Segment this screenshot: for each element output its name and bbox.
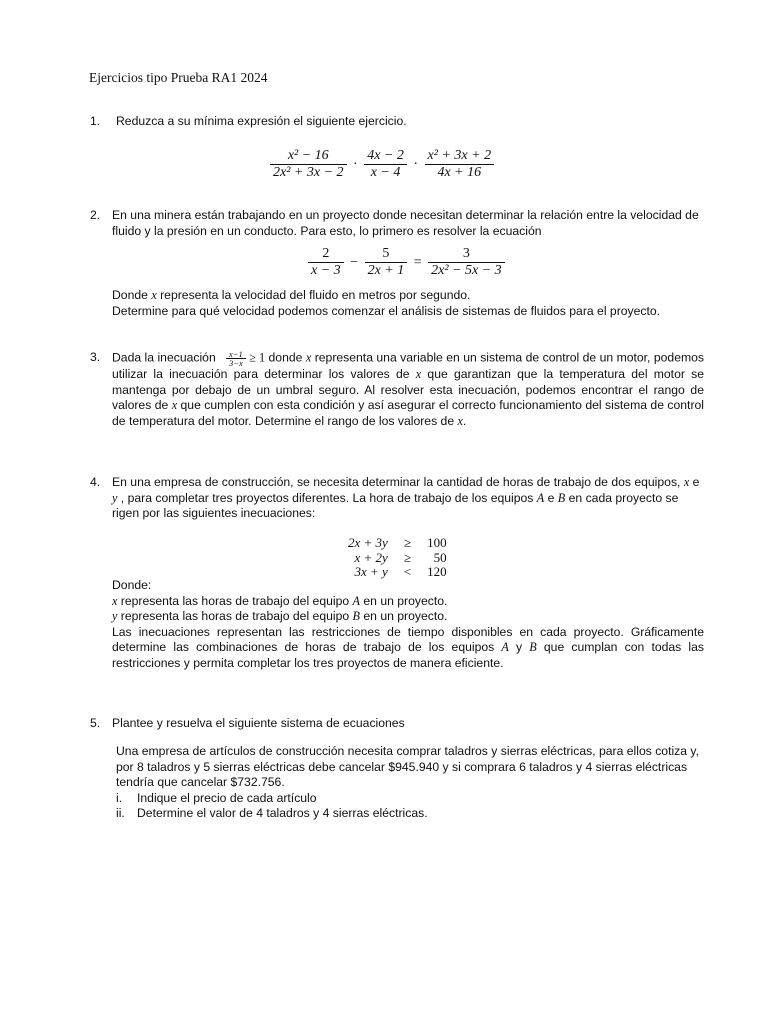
fraction: $\frac{2}{x - 3}$	[308, 246, 344, 279]
donde-label: Donde:	[112, 578, 152, 592]
question-5-body	[116, 744, 704, 822]
system-row	[340, 536, 455, 551]
question-4-instruction: Las inecuaciones representan las restricciones de tiempo disponibles en cada proyecto. Gráficamente determine las combinaciones de horas de trabajo de los equipos A y B que cumplan con todas las restricciones y permita completar los tres proyectos de manera eficiente.	[112, 624, 704, 670]
system-rel: ≥	[404, 535, 412, 550]
sub-question	[116, 791, 704, 807]
question-4-notes	[112, 578, 704, 672]
system-rhs: 100	[427, 535, 447, 550]
sub-question-list	[116, 791, 704, 822]
system-rhs: 120	[427, 564, 447, 579]
question-number: 1.	[90, 114, 101, 128]
fraction: $\frac{4x - 2}{x - 4}$	[364, 148, 407, 181]
definition-x: x representa las horas de trabajo del equipo A en un proyecto.	[112, 593, 448, 608]
inline-fraction: $\frac{x-1}{3-x}$	[226, 350, 246, 367]
dot-operator: ·	[353, 156, 358, 172]
equals-sign: =	[413, 254, 422, 270]
problem-paragraph: Una empresa de artículos de construcción necesita comprar taladros y sierras eléctricas, para ellos cotiza y, por 8 taladros y 5 sierras eléctricas debe cancelar $945.940 y si comprara 6 taladros y 4 sierras eléctricas tendría que cancelar $732.756.	[116, 744, 699, 790]
question-number: 5.	[90, 716, 101, 730]
fraction: $\frac{\text{x² + 3x + 2}}{4x + 16}$	[425, 148, 495, 181]
system-lhs: 3x + y	[354, 564, 388, 579]
question-number: 3.	[90, 350, 101, 364]
note-line: Determine para qué velocidad podemos comenzar el análisis de sistemas de fluidos para el proyecto.	[112, 303, 661, 318]
system-rel: <	[403, 564, 412, 579]
system-table	[340, 536, 455, 580]
equation-q2	[308, 246, 505, 279]
inequality-system	[340, 536, 455, 580]
system-rhs: 50	[433, 549, 447, 565]
question-text: Plantee y resuelva el siguiente sistema de ecuaciones	[112, 716, 405, 730]
system-rel: ≥	[404, 549, 412, 565]
system-lhs: x + 2y	[354, 549, 388, 565]
sub-question-text: Determine el valor de 4 taladros y 4 sierras eléctricas.	[137, 806, 428, 821]
question-text: Dada la inecuación $\frac{x-1}{3-x}$ ≥ 1 donde x representa una variable en un sistema de control de un motor, podemos utilizar la inecuación para determinar los valores de x que garantizan que la temperatura del motor se mantenga por debajo de un umbral seguro. Al resolver esta inecuación, podemos encontrar el rango de valores de x que cumplen con esta condición y así asegurar el correcto funcionamiento del sistema de control de temperatura del motor. Determine el rango de los valores de x.	[112, 349, 704, 428]
expression-q1	[270, 148, 494, 181]
fraction: $\frac{3}{\text{2x² − 5x − 3}}$	[428, 246, 505, 279]
question-text: En una empresa de construcción, se necesita determinar la cantidad de horas de trabajo de dos equipos, x e y , para completar tres proyectos diferentes. La hora de trabajo de los equipos A e B en cada proyecto se rigen por las siguientes inecuaciones:	[112, 475, 700, 521]
definition-y: y representa las horas de trabajo del equipo B en un proyecto.	[112, 609, 448, 624]
dot-operator: ·	[413, 156, 419, 172]
question-number: 2.	[90, 208, 101, 222]
note-line: Donde x representa la velocidad del fluido en metros por segundo.	[112, 288, 471, 302]
system-lhs: 2x + 3y	[348, 535, 388, 550]
sub-question	[116, 806, 704, 822]
fraction: $\frac{\text{x² − 16}}{\text{2x² + 3x − 2}}$	[270, 148, 347, 181]
question-text: Reduzca a su mínima expresión el siguiente ejercicio.	[116, 114, 407, 128]
minus-sign: −	[350, 254, 359, 270]
sub-question-label: i.	[116, 790, 123, 805]
system-row	[340, 551, 455, 566]
document-title: Ejercicios tipo Prueba RA1 2024	[89, 70, 268, 85]
question-text: En una minera están trabajando en un proyecto donde necesitan determinar la relación entre la velocidad de fluido y la presión en un conducto. Para esto, lo primero es resolver la ecuación	[112, 208, 699, 238]
question-number: 4.	[90, 475, 101, 489]
sub-question-label: ii.	[116, 806, 125, 821]
fraction: $\frac{5}{2x + 1}$	[365, 246, 408, 279]
sub-question-text: Indique el precio de cada artículo	[137, 790, 317, 805]
question-2-notes	[112, 288, 712, 319]
